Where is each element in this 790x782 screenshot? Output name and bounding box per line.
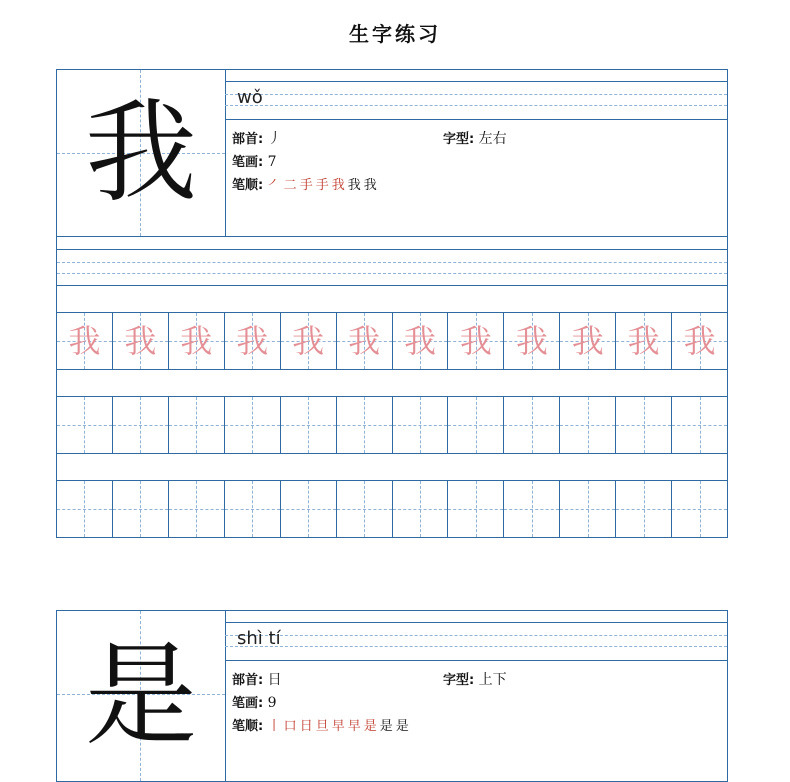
pinyin: wǒ <box>237 87 263 108</box>
spacer-row <box>56 237 728 250</box>
practice-cell[interactable] <box>503 481 559 537</box>
page-title: 生字练习 <box>349 22 441 46</box>
card-header <box>56 69 728 237</box>
tracing-cell[interactable] <box>447 313 503 369</box>
stroke-step: 我 <box>331 178 345 193</box>
stroke-step: 是 <box>379 719 393 734</box>
tracing-character: 我 <box>180 322 213 360</box>
spacer-row <box>56 286 728 313</box>
stroke-order-label: 笔顺: <box>232 719 264 734</box>
tracing-character: 我 <box>68 322 101 360</box>
stroke-step: 二 <box>283 178 297 193</box>
radical-label: 部首: <box>232 132 264 147</box>
stroke-order-row <box>232 715 415 734</box>
tracing-character: 我 <box>515 322 548 360</box>
stroke-count-value: 9 <box>267 695 277 711</box>
stroke-count-label: 笔画: <box>232 696 264 711</box>
pinyin-band <box>225 81 727 120</box>
practice-cell[interactable] <box>280 397 336 453</box>
practice-cell[interactable] <box>559 397 615 453</box>
tracing-character: 我 <box>236 322 269 360</box>
practice-cell[interactable] <box>57 481 112 537</box>
tracing-character: 我 <box>627 322 660 360</box>
tracing-cell[interactable] <box>224 313 280 369</box>
tracing-character: 我 <box>459 322 492 360</box>
practice-grid <box>56 397 728 454</box>
pinyin-band <box>225 622 727 661</box>
practice-cell[interactable] <box>336 481 392 537</box>
tracing-character: 我 <box>571 322 604 360</box>
practice-cell[interactable] <box>168 481 224 537</box>
practice-cell[interactable] <box>280 481 336 537</box>
practice-cell[interactable] <box>336 397 392 453</box>
practice-cell[interactable] <box>392 481 448 537</box>
stroke-step: 是 <box>363 719 377 734</box>
stroke-count-row <box>232 151 277 170</box>
spacer-row <box>56 370 728 397</box>
model-character-box <box>57 611 226 781</box>
stroke-count-label: 笔画: <box>232 155 264 170</box>
stroke-order-sequence <box>268 174 380 193</box>
stroke-step: ㇒ <box>267 178 281 193</box>
practice-cell[interactable] <box>57 397 112 453</box>
structure-label: 字型: <box>443 673 475 688</box>
stroke-step: 是 <box>395 719 409 734</box>
stroke-step: 旦 <box>315 719 329 734</box>
tracing-cell[interactable] <box>57 313 112 369</box>
practice-cell[interactable] <box>447 397 503 453</box>
character-info <box>225 611 727 777</box>
stroke-step: 丨 <box>267 719 281 734</box>
practice-cell[interactable] <box>392 397 448 453</box>
stroke-step: 早 <box>331 719 345 734</box>
practice-cell[interactable] <box>112 481 168 537</box>
tracing-character: 我 <box>348 322 381 360</box>
tracing-character: 我 <box>403 322 436 360</box>
tracing-cell[interactable] <box>280 313 336 369</box>
stroke-step: 手 <box>299 178 313 193</box>
tracing-cell[interactable] <box>671 313 727 369</box>
stroke-step: 我 <box>363 178 377 193</box>
practice-grid <box>56 481 728 538</box>
model-character-box <box>57 70 226 236</box>
tracing-character: 我 <box>124 322 157 360</box>
stroke-count-row <box>232 692 277 711</box>
practice-cell[interactable] <box>615 397 671 453</box>
structure-value: 左右 <box>478 131 507 147</box>
card-header <box>56 610 728 782</box>
practice-cell[interactable] <box>224 397 280 453</box>
character-card <box>56 69 728 538</box>
practice-cell[interactable] <box>615 481 671 537</box>
tracing-character: 我 <box>292 322 325 360</box>
stroke-order-sequence <box>268 715 412 734</box>
character-info <box>225 70 727 236</box>
practice-cell[interactable] <box>168 397 224 453</box>
structure-value: 上下 <box>478 672 507 688</box>
tracing-cell[interactable] <box>336 313 392 369</box>
pinyin: shì tí <box>237 628 281 649</box>
structure-row <box>443 128 507 148</box>
radical-value: 丿 <box>267 131 282 147</box>
stroke-order-row <box>232 174 383 193</box>
tracing-cell[interactable] <box>112 313 168 369</box>
tracing-cell[interactable] <box>392 313 448 369</box>
radical-value: 日 <box>267 672 282 688</box>
radical-row <box>232 128 282 148</box>
tracing-cell[interactable] <box>615 313 671 369</box>
spacer-row <box>56 454 728 481</box>
tracing-grid <box>56 313 728 370</box>
practice-cell[interactable] <box>224 481 280 537</box>
character-card <box>56 610 728 782</box>
practice-cell[interactable] <box>447 481 503 537</box>
stroke-step: 我 <box>347 178 361 193</box>
writing-band <box>56 250 728 286</box>
stroke-order-label: 笔顺: <box>232 178 264 193</box>
model-character: 我 <box>85 88 197 218</box>
stroke-step: 手 <box>315 178 329 193</box>
structure-row <box>443 669 507 689</box>
stroke-step: 早 <box>347 719 361 734</box>
practice-cell[interactable] <box>503 397 559 453</box>
radical-row <box>232 669 282 689</box>
radical-label: 部首: <box>232 673 264 688</box>
practice-cell[interactable] <box>671 481 727 537</box>
tracing-character: 我 <box>683 322 716 360</box>
structure-label: 字型: <box>443 132 475 147</box>
practice-cell[interactable] <box>671 397 727 453</box>
practice-cell[interactable] <box>112 397 168 453</box>
model-character: 是 <box>85 631 197 761</box>
tracing-cell[interactable] <box>559 313 615 369</box>
stroke-step: 口 <box>283 719 297 734</box>
tracing-cell[interactable] <box>503 313 559 369</box>
stroke-step: 日 <box>299 719 313 734</box>
practice-cell[interactable] <box>559 481 615 537</box>
stroke-count-value: 7 <box>267 154 277 170</box>
tracing-cell[interactable] <box>168 313 224 369</box>
